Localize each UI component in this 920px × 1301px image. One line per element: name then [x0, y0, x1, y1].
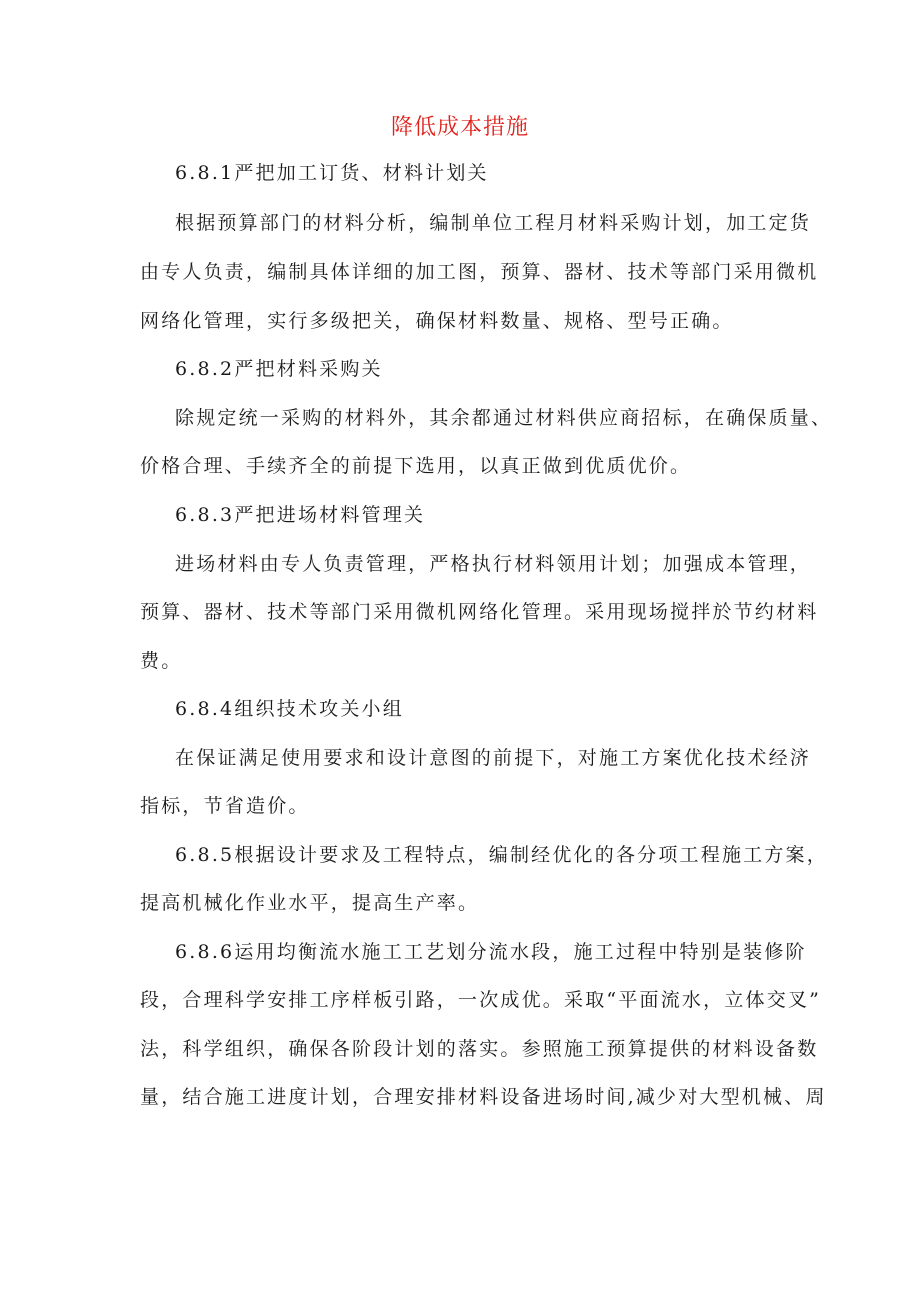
paragraph-line: 提高机械化作业水平，提高生产率。: [140, 892, 480, 914]
section-heading-6-8-2: 6.8.2严把材料采购关: [175, 358, 383, 380]
section-heading-6-8-6: 6.8.6运用均衡流水施工工艺划分流水段，施工过程中特别是装修阶: [175, 941, 807, 963]
section-heading-6-8-1: 6.8.1严把加工订货、材料计划关: [175, 162, 489, 184]
paragraph-line: 量，结合施工进度计划，合理安排材料设备进场时间,减少对大型机械、周: [140, 1086, 827, 1108]
section-heading-6-8-3: 6.8.3严把进场材料管理关: [175, 504, 426, 526]
paragraph-line: 根据预算部门的材料分析，编制单位工程月材料采购计划，加工定货: [175, 212, 812, 234]
document-title: 降低成本措施: [390, 115, 529, 140]
paragraph-line: 除规定统一采购的材料外，其余都通过材料供应商招标，在确保质量、: [175, 407, 833, 429]
paragraph-line: 由专人负责，编制具体详细的加工图，预算、器材、技术等部门采用微机: [140, 261, 819, 283]
paragraph-line: 网络化管理，实行多级把关，确保材料数量、规格、型号正确。: [140, 310, 734, 332]
paragraph-line: 价格合理、手续齐全的前提下选用，以真正做到优质优价。: [140, 455, 692, 477]
paragraph-line: 在保证满足使用要求和设计意图的前提下，对施工方案优化技术经济: [175, 747, 812, 769]
section-heading-6-8-4: 6.8.4组织技术攻关小组: [175, 698, 404, 720]
paragraph-line: 进场材料由专人负责管理，严格执行材料领用计划；加强成本管理，: [175, 553, 812, 575]
paragraph-line: 费。: [140, 650, 183, 672]
paragraph-line: 段，合理科学安排工序样板引路，一次成优。采取“平面流水，立体交叉”: [140, 989, 822, 1011]
paragraph-line: 预算、器材、技术等部门采用微机网络化管理。采用现场搅拌於节约材料: [140, 601, 819, 623]
section-heading-6-8-5: 6.8.5根据设计要求及工程特点，编制经优化的各分项工程施工方案，: [175, 844, 828, 866]
paragraph-line: 法，科学组织，确保各阶段计划的落实。参照施工预算提供的材料设备数: [140, 1038, 819, 1060]
paragraph-line: 指标，节省造价。: [140, 795, 310, 817]
